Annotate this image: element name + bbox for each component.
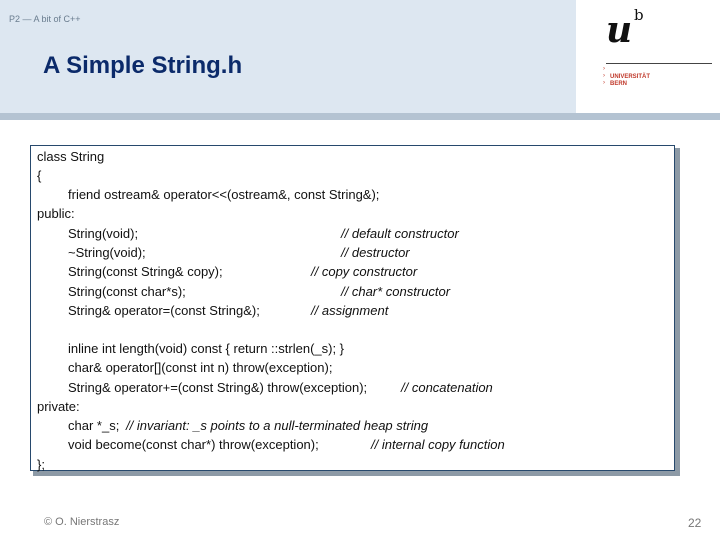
code-line: String(void); [68, 226, 139, 241]
code-comment: // default constructor [341, 226, 459, 241]
footer-copyright: © O. Nierstrasz [44, 516, 120, 528]
code-line: }; [37, 457, 45, 472]
code-line: String(const char*s); [68, 284, 186, 299]
slide-title: A Simple String.h [43, 52, 243, 79]
code-comment: // assignment [311, 303, 389, 318]
university-logo-mark: u [606, 9, 633, 51]
code-line: private: [37, 399, 80, 414]
code-comment: // copy constructor [311, 264, 418, 279]
university-name [610, 67, 650, 88]
code-comment: // invariant: _s points to a null-terminated heap string [126, 418, 429, 433]
code-comment: // internal copy function [371, 437, 505, 452]
code-box [30, 145, 675, 471]
code-comment: // char* constructor [341, 284, 451, 299]
code-comment: // destructor [341, 245, 410, 260]
code-line: class String [37, 149, 105, 164]
code-line: public: [37, 206, 75, 221]
code-line: String& operator+=(const String&) throw(exception); [68, 380, 368, 395]
code-line: char& operator[](const int n) throw(exception); [68, 360, 333, 375]
code-line: void become(const char*) throw(exception); [68, 437, 319, 452]
code-line: char *_s; [68, 418, 120, 433]
university-logo-superscript: b [634, 6, 644, 24]
course-label: P2 — A bit of C++ [9, 14, 81, 24]
logo-divider [606, 63, 712, 64]
logo-panel [578, 0, 720, 113]
code-line: friend ostream& operator<<(ostream&, const String&); [68, 187, 380, 202]
university-city: BERN [610, 81, 628, 87]
code-line: String(const String& copy); [68, 264, 223, 279]
code-line: String& operator=(const String&); [68, 303, 260, 318]
page-number: 22 [688, 516, 702, 530]
university-label: UNIVERSITÄT [610, 74, 651, 80]
code-line: inline int length(void) const { return ::strlen(_s); } [68, 341, 345, 356]
code-comment: // concatenation [401, 380, 493, 395]
header-rule [0, 113, 720, 120]
logo-chevrons-icon: › › › [603, 66, 605, 86]
code-line: { [37, 168, 42, 183]
code-line: ~String(void); [68, 245, 146, 260]
